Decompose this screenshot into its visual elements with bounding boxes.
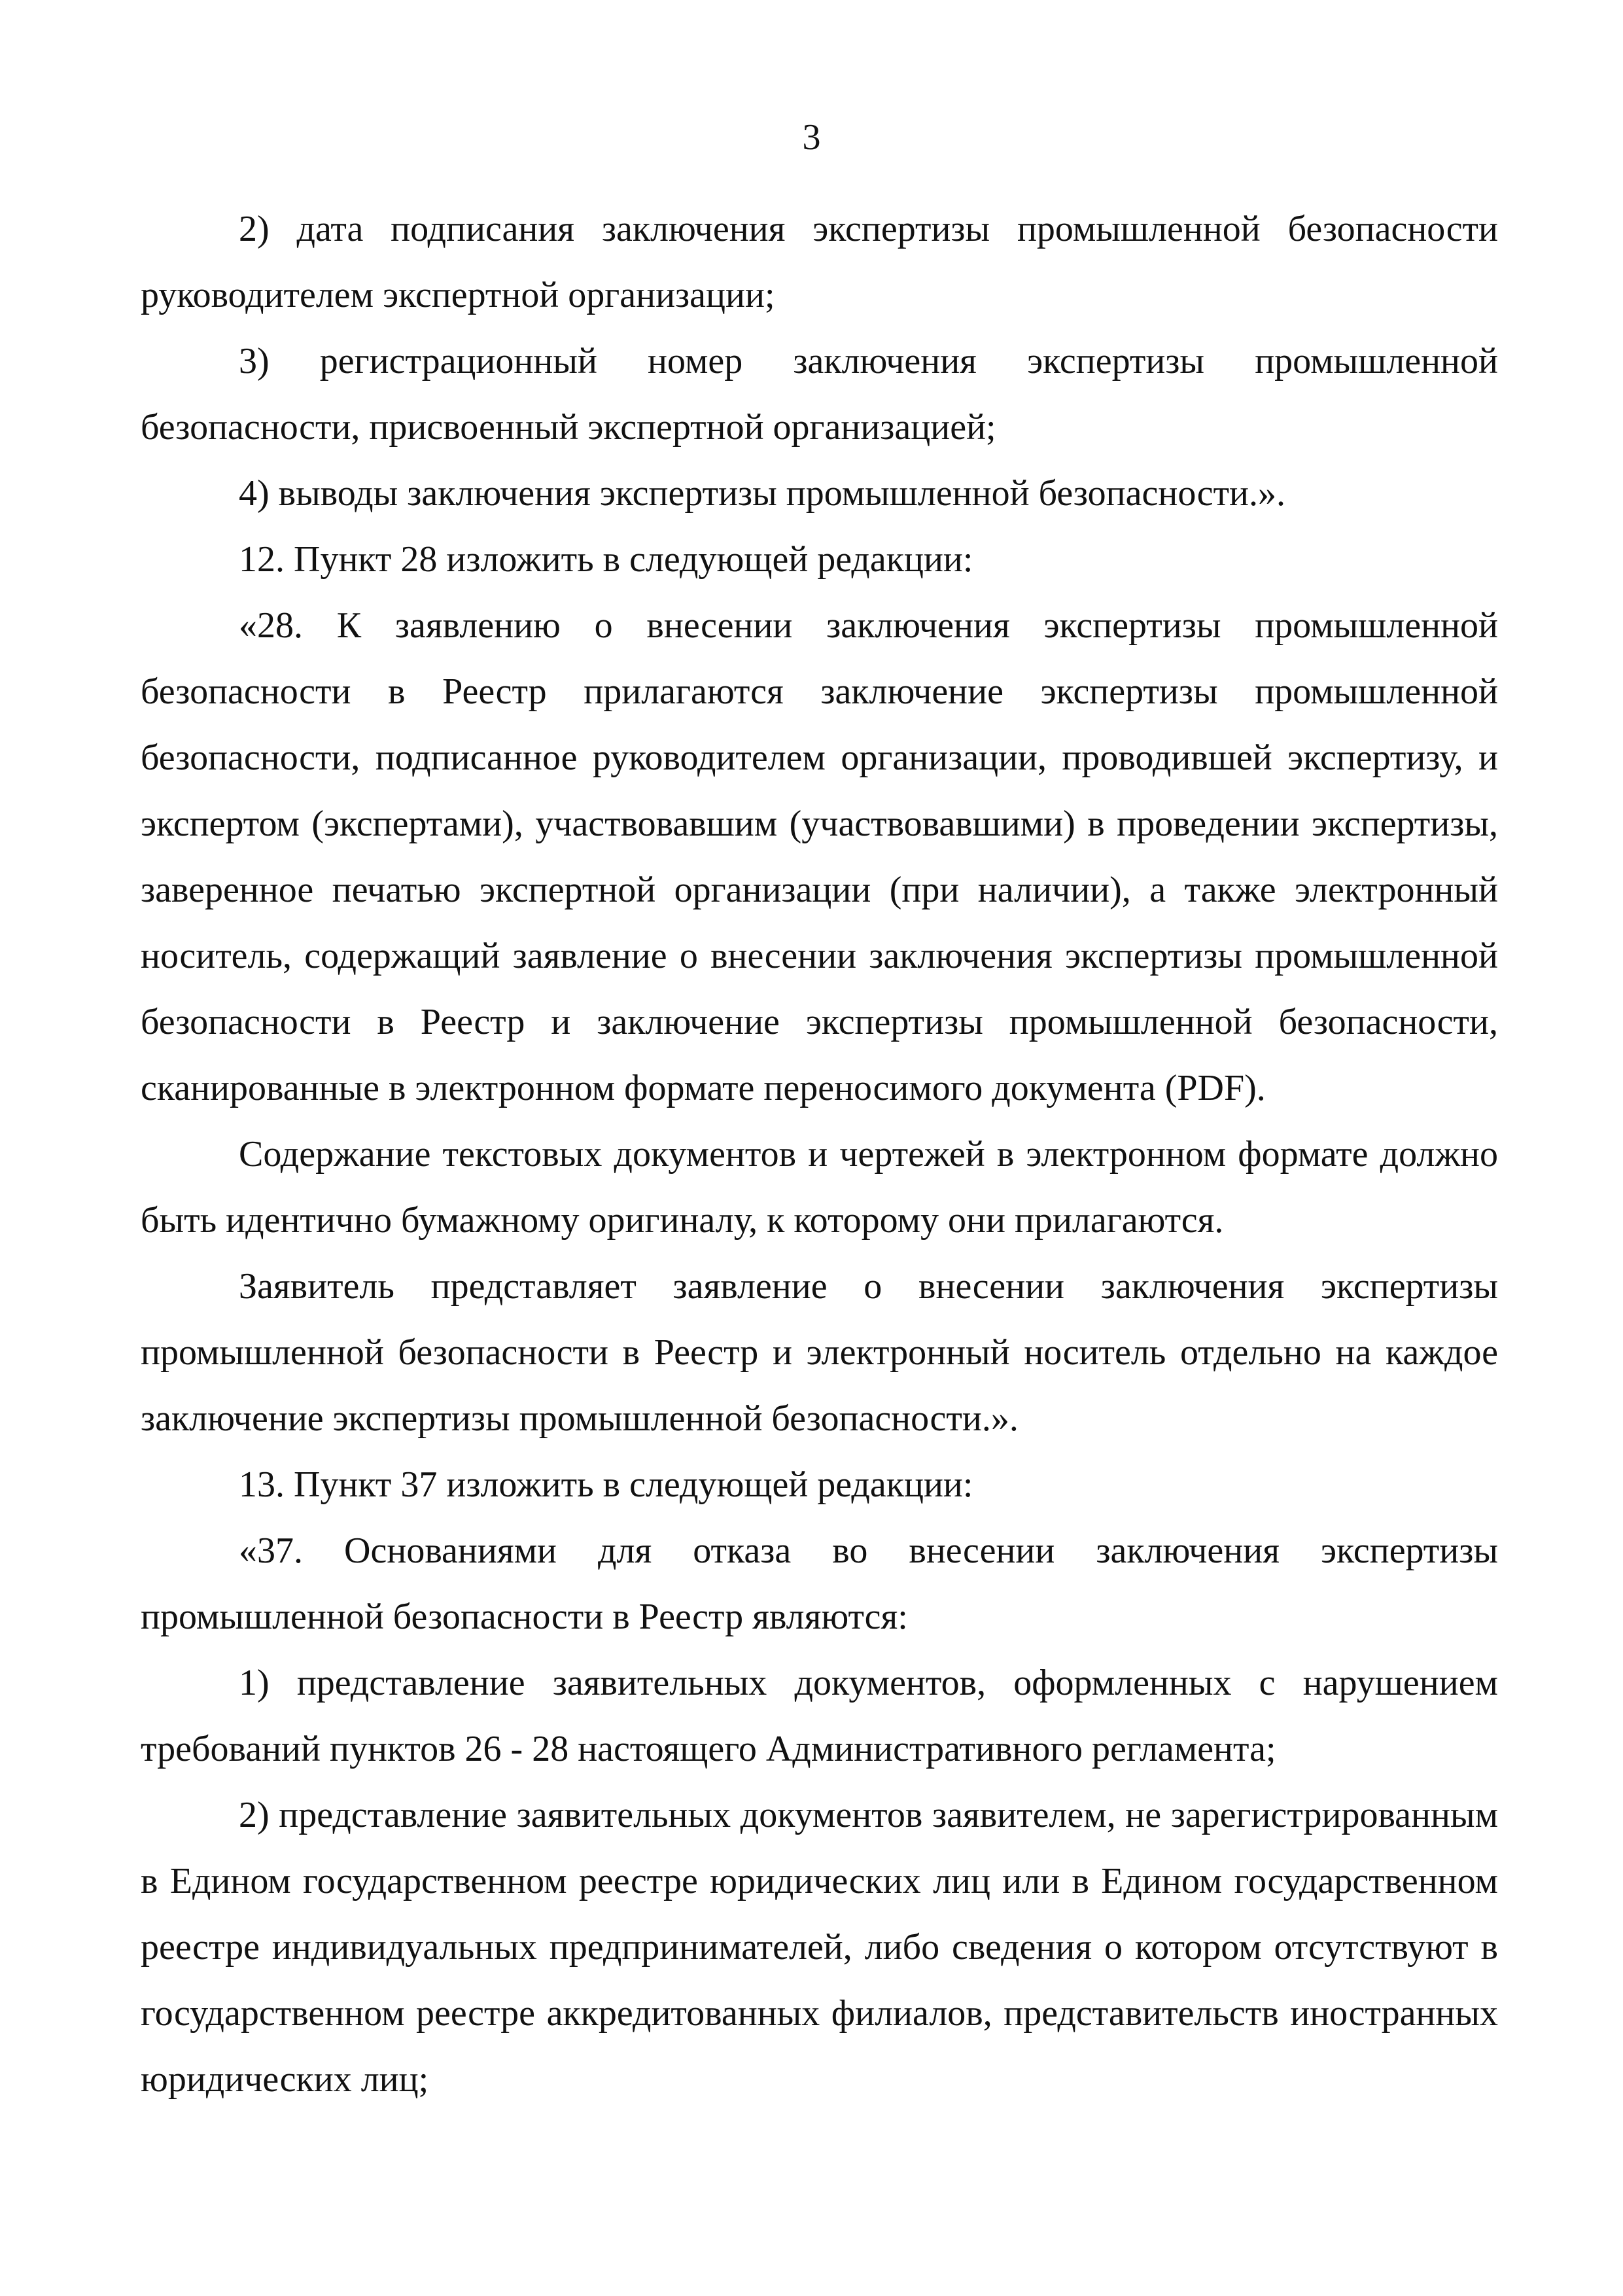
paragraph-applicant-submits: Заявитель представляет заявление о внесении заключения экспертизы промышленной безопасности в Реестр и электронный носитель отдельно на каждое заключение экспертизы промышленной безопасности.».	[141, 1266, 1498, 1439]
paragraph-item-2-date: 2) дата подписания заключения экспертизы промышленной безопасности руководителем экспертной организации;	[141, 209, 1498, 315]
paragraph-item-4-conclusions: 4) выводы заключения экспертизы промышленной безопасности.».	[239, 473, 1286, 514]
paragraph-reason-2: 2) представление заявительных документов заявителем, не зарегистрированным в Едином государственном реестре юридических лиц или в Едином государственном реестре индивидуальных предпринимателей, либо сведения о котором отсутствуют в государственном реестре аккредитованных филиалов, представительств иностранных юридических лиц;	[141, 1795, 1498, 2100]
document-body	[141, 196, 1498, 2113]
paragraph-clause-13: 13. Пункт 37 изложить в следующей редакции:	[239, 1464, 973, 1505]
paragraph-clause-12: 12. Пункт 28 изложить в следующей редакции:	[239, 539, 973, 580]
paragraph-point-37: «37. Основаниями для отказа во внесении заключения экспертизы промышленной безопасности в Реестр являются:	[141, 1530, 1498, 1637]
paragraph-electronic-content: Содержание текстовых документов и чертежей в электронном формате должно быть идентично бумажному оригиналу, к которому они прилагаются.	[141, 1134, 1498, 1241]
paragraph-item-3-reg-number: 3) регистрационный номер заключения экспертизы промышленной безопасности, присвоенный экспертной организацией;	[141, 341, 1498, 448]
paragraph-point-28: «28. К заявлению о внесении заключения экспертизы промышленной безопасности в Реестр прилагаются заключение экспертизы промышленной безопасности, подписанное руководителем организации, проводившей экспертизу, и экспертом (экспертами), участвовавшим (участвовавшими) в проведении экспертизы, заверенное печатью экспертной организации (при наличии), а также электронный носитель, содержащий заявление о внесении заключения экспертизы промышленной безопасности в Реестр и заключение экспертизы промышленной безопасности, сканированные в электронном формате переносимого документа (PDF).	[141, 605, 1498, 1108]
page-number: 3	[802, 117, 821, 158]
paragraph-reason-1: 1) представление заявительных документов, оформленных с нарушением требований пунктов 26 - 28 настоящего Административного регламента;	[141, 1663, 1498, 1769]
